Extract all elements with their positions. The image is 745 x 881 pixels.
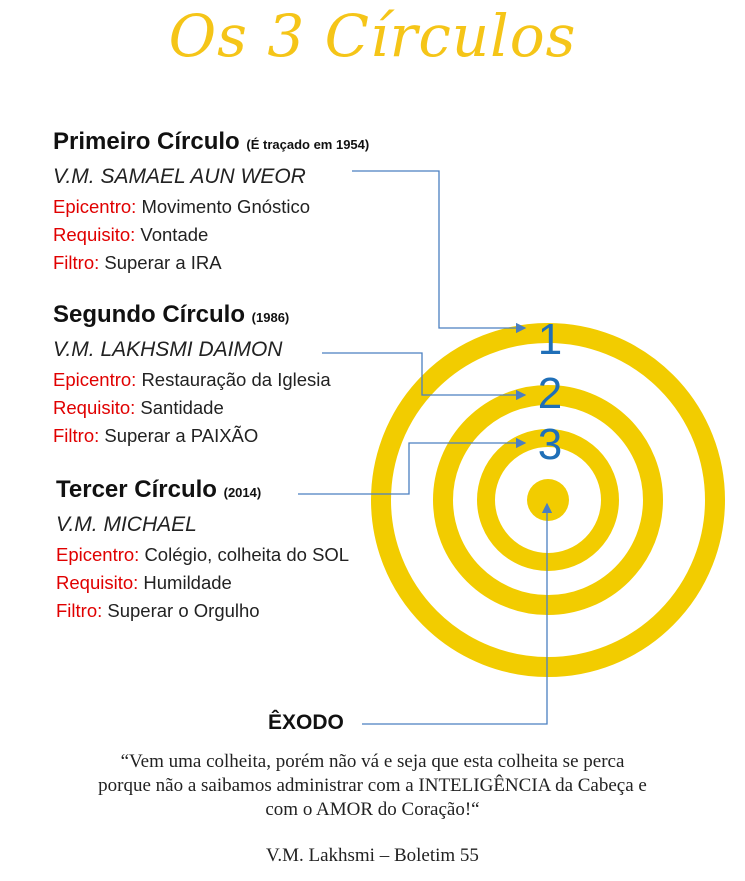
center-dot xyxy=(527,479,569,521)
circle-1-leader: V.M. SAMAEL AUN WEOR xyxy=(53,165,306,188)
circle-2-filtro xyxy=(53,425,258,447)
filtro-value: Superar a IRA xyxy=(104,252,222,273)
filtro-value: Superar a PAIXÃO xyxy=(104,425,259,446)
epicentro-value: Colégio, colheita do SOL xyxy=(144,544,350,565)
ring-number-1: 1 xyxy=(537,315,563,364)
epicentro-label: Epicentro: xyxy=(53,196,137,217)
filtro-value: Superar o Orgulho xyxy=(107,600,260,621)
quote-line-3: com o AMOR do Coração!“ xyxy=(265,799,480,820)
ring-number-2: 2 xyxy=(537,369,563,418)
circle-3-title: Tercer Círculo xyxy=(56,476,217,503)
circle-1-requisito xyxy=(53,224,208,246)
circle-3-filtro xyxy=(56,600,260,622)
circle-2-leader: V.M. LAKHSMI DAIMON xyxy=(53,338,283,361)
circle-1-epicentro xyxy=(53,196,310,218)
circle-2-title: Segundo Círculo xyxy=(53,301,245,328)
epicentro-label: Epicentro: xyxy=(53,369,137,390)
circle-2-heading xyxy=(53,301,289,329)
connector-line-1 xyxy=(352,171,525,328)
circle-1-title: Primeiro Círculo xyxy=(53,128,240,155)
circle-1-note: (É traçado em 1954) xyxy=(246,137,370,152)
circle-1-filtro xyxy=(53,252,222,274)
circle-2-note: (1986) xyxy=(251,310,290,325)
epicentro-value: Movimento Gnóstico xyxy=(141,196,311,217)
quote-line-1: “Vem uma colheita, porém não vá e seja que esta colheita se perca xyxy=(120,751,625,772)
circle-2-epicentro xyxy=(53,369,331,391)
circle-3-note: (2014) xyxy=(223,485,262,500)
circle-3-leader: V.M. MICHAEL xyxy=(56,513,197,536)
requisito-value: Vontade xyxy=(140,224,209,245)
filtro-label: Filtro: xyxy=(53,425,100,446)
circle-3-requisito xyxy=(56,572,232,594)
epicentro-label: Epicentro: xyxy=(56,544,140,565)
requisito-value: Santidade xyxy=(140,397,224,418)
requisito-value: Humildade xyxy=(143,572,232,593)
exodo-label: ÊXODO xyxy=(268,711,344,734)
circle-1-heading xyxy=(53,128,369,156)
requisito-label: Requisito: xyxy=(53,224,136,245)
filtro-label: Filtro: xyxy=(53,252,100,273)
ring-number-3: 3 xyxy=(537,420,563,469)
circle-2-requisito xyxy=(53,397,224,419)
circle-3-heading xyxy=(56,476,261,504)
epicentro-value: Restauração da Iglesia xyxy=(141,369,331,390)
circle-3-epicentro xyxy=(56,544,349,566)
requisito-label: Requisito: xyxy=(56,572,139,593)
quote-line-2: porque não a saibamos administrar com a INTELIGÊNCIA da Cabeça e xyxy=(98,775,647,796)
page-title: Os 3 Círculos xyxy=(168,2,577,70)
requisito-label: Requisito: xyxy=(53,397,136,418)
quote-block xyxy=(40,750,705,822)
quote-signature: V.M. Lakhsmi – Boletim 55 xyxy=(266,845,479,866)
filtro-label: Filtro: xyxy=(56,600,103,621)
